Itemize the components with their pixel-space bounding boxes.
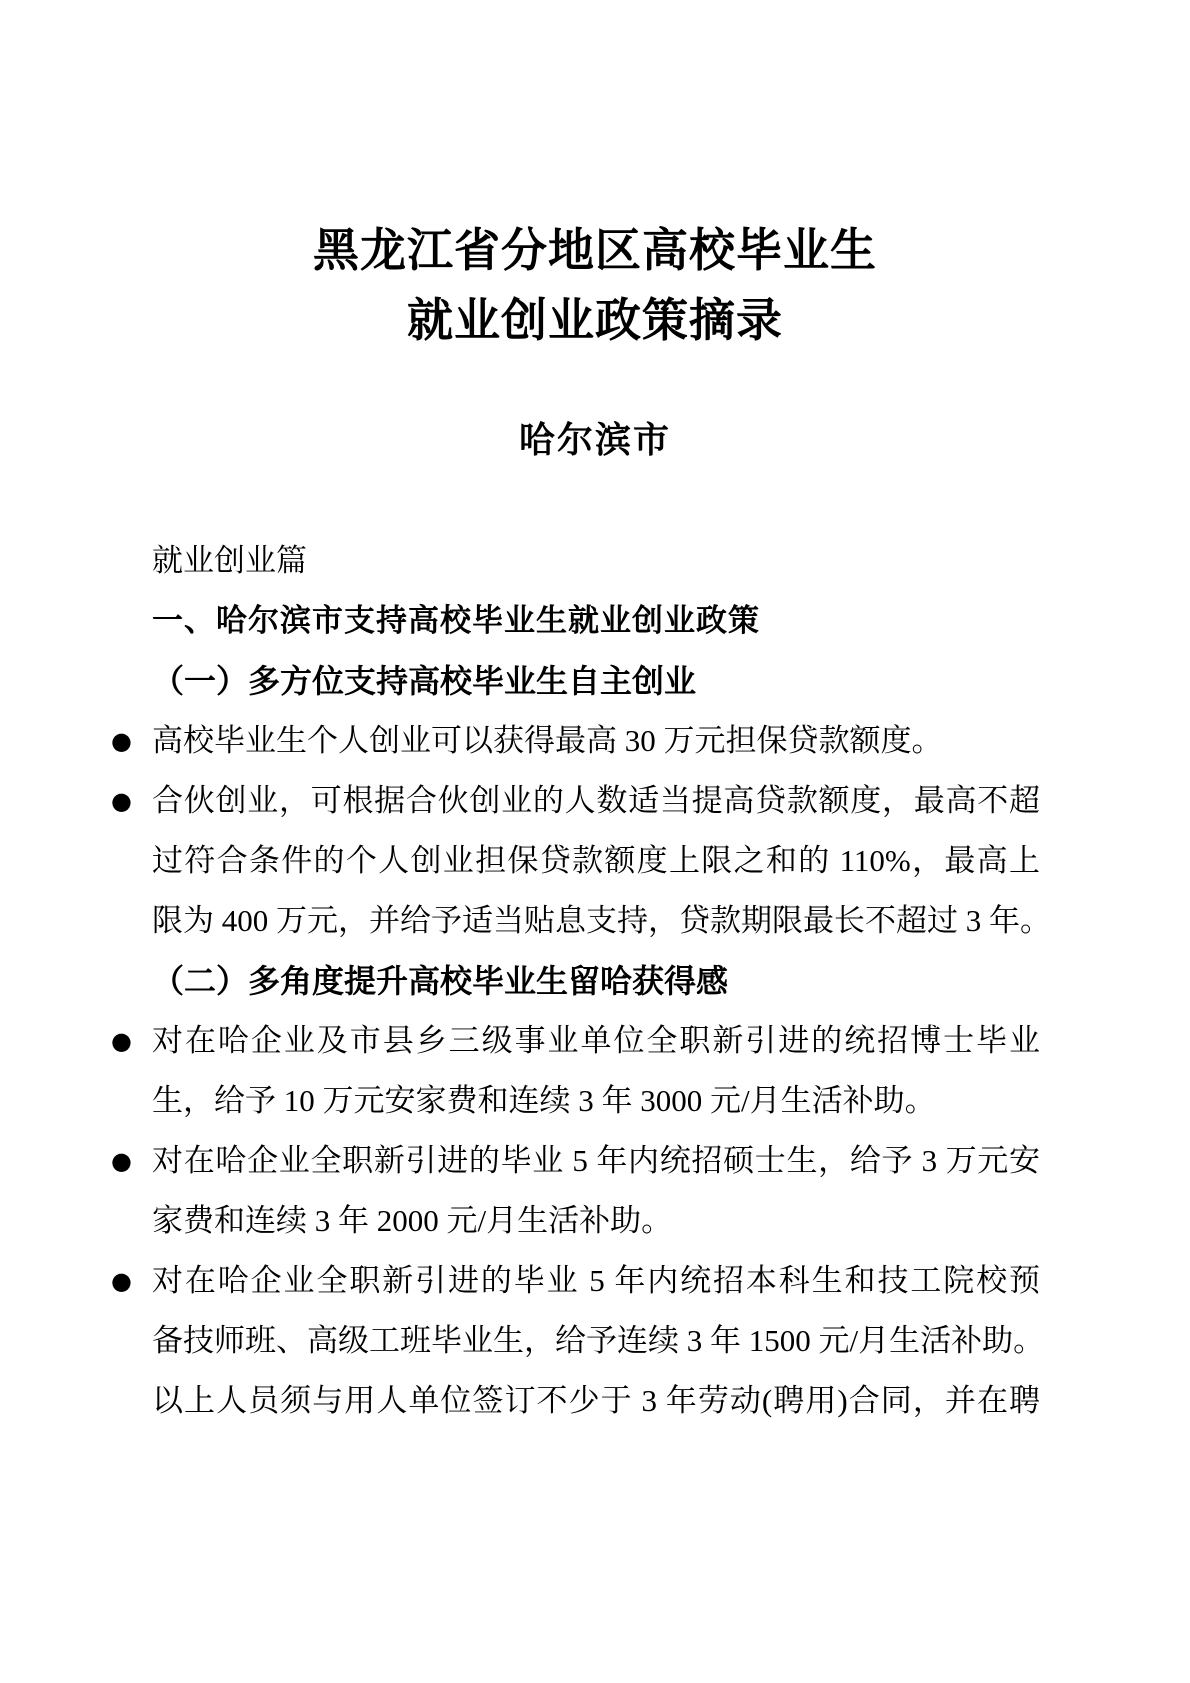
document-title [0, 216, 1190, 356]
bullet-item-line: 生，给予 10 万元安家费和连续 3 年 3000 元/月生活补助。 [152, 1083, 936, 1118]
document-title-line-2: 就业创业政策摘录 [407, 295, 783, 346]
subsection-2-heading: （二）多角度提升高校毕业生留哈获得感 [152, 963, 729, 999]
bullet-item-line: 限为 400 万元，并给予适当贴息支持，贷款期限最长不超过 3 年。 [152, 903, 1051, 938]
bullet-icon: ● [111, 1027, 132, 1055]
bullet-item-line [111, 1131, 1040, 1191]
bullet-item-line [111, 1251, 1040, 1311]
bullet-item-line [111, 1011, 1040, 1071]
bullet-item-line: 以上人员须与用人单位签订不少于 3 年劳动(聘用)合同，并在聘 [152, 1383, 1040, 1418]
bullet-text: 高校毕业生个人创业可以获得最高 30 万元担保贷款额度。 [152, 723, 943, 758]
bullet-icon: ● [111, 727, 132, 755]
bullet-item-line [111, 711, 1040, 771]
bullet-icon: ● [111, 787, 132, 815]
bullet-icon: ● [111, 1267, 132, 1295]
bullet-item-line: 备技师班、高级工班毕业生，给予连续 3 年 1500 元/月生活补助。 [152, 1323, 1045, 1358]
city-subtitle: 哈尔滨市 [518, 420, 671, 460]
bullet-text: 对在哈企业及市县乡三级事业单位全职新引进的统招博士毕业 [152, 1023, 1040, 1058]
chapter-heading: 一、哈尔滨市支持高校毕业生就业创业政策 [152, 603, 760, 638]
bullet-text: 对在哈企业全职新引进的毕业 5 年内统招本科生和技工院校预 [152, 1263, 1040, 1298]
bullet-item-line: 过符合条件的个人创业担保贷款额度上限之和的 110%，最高上 [152, 843, 1040, 878]
subsection-1-heading: （一）多方位支持高校毕业生自主创业 [152, 663, 697, 699]
bullet-item-line: 家费和连续 3 年 2000 元/月生活补助。 [152, 1203, 673, 1238]
section-label: 就业创业篇 [152, 543, 307, 578]
document-body [111, 531, 1051, 1431]
bullet-text: 对在哈企业全职新引进的毕业 5 年内统招硕士生，给予 3 万元安 [152, 1143, 1040, 1178]
bullet-icon: ● [111, 1147, 132, 1175]
document-title-line-1: 黑龙江省分地区高校毕业生 [313, 225, 877, 276]
bullet-text: 合伙创业，可根据合伙创业的人数适当提高贷款额度，最高不超 [152, 783, 1040, 818]
bullet-item-line [111, 771, 1040, 831]
